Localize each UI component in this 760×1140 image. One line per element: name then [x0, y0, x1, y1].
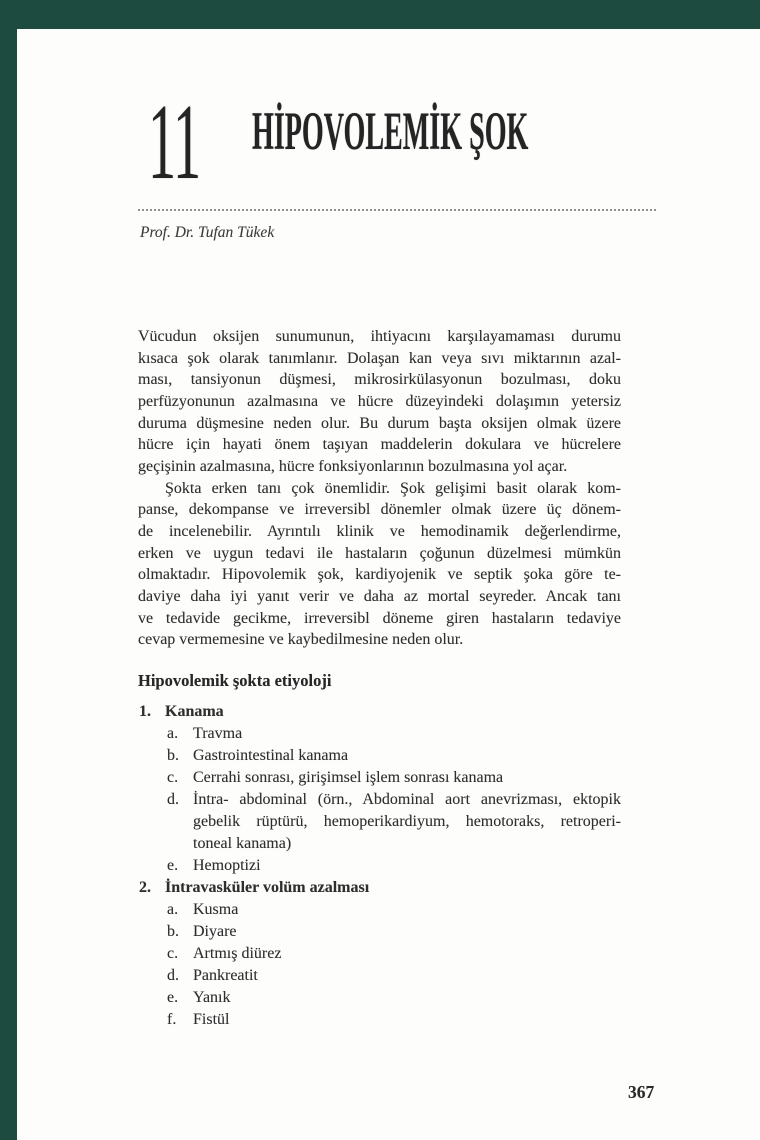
author-line: Prof. Dr. Tufan Tükek — [140, 224, 275, 241]
list-subitem — [138, 987, 621, 1009]
scan-edge-top — [0, 0, 760, 29]
text-line: ve tedavide gecikme, irreversibl döneme giren hastaların tedaviye — [138, 609, 621, 627]
list-item-marker: c. — [167, 945, 179, 962]
text-line: ması, tansiyonun düşmesi, mikrosirkülasyonun bozulması, doku — [138, 371, 621, 389]
list-subitem — [138, 855, 621, 877]
text-line: hücre için hayati önem taşıyan maddelerin dokulara ve hücrelere — [138, 436, 621, 454]
list-subitem — [138, 943, 621, 965]
list-subitem — [138, 921, 621, 943]
list-item-marker: b. — [167, 747, 179, 764]
list-item-marker: d. — [167, 791, 179, 808]
list-item-text: Gastrointestinal kanama — [193, 747, 349, 764]
list-item-text: Cerrahi sonrası, girişimsel işlem sonrası kanama — [193, 769, 504, 786]
list-item-intravaskuler — [138, 877, 621, 899]
text-line: gebelik rüptürü, hemoperikardiyum, hemotoraks, retroperi- — [193, 813, 621, 830]
list-subitem — [138, 965, 621, 987]
chapter-number: 11 — [148, 83, 200, 202]
text-line: cevap vermemesine ve kaybedilmesine neden olur. — [138, 631, 464, 649]
list-item-text: Pankreatit — [193, 967, 258, 984]
text-line: erken ve uygun tedavi ile hastaların çoğunun düzelmesi mümkün — [138, 544, 621, 562]
list-item-text — [193, 789, 621, 855]
list-item-text: Diyare — [193, 923, 237, 940]
list-item-text: Artmış diürez — [193, 945, 282, 962]
etiology-list — [138, 701, 621, 1031]
text-line: geçişinin azalmasına, hücre fonksiyonlarının bozulmasına yol açar. — [138, 457, 568, 475]
list-item-marker: 2. — [139, 879, 151, 896]
list-item-text: Travma — [193, 725, 243, 742]
text-line: olmaktadır. Hipovolemik şok, kardiyojenik ve septik şoka göre te- — [138, 566, 621, 584]
list-item-marker: 1. — [139, 703, 151, 720]
list-item-label: İntravasküler volüm azalması — [165, 879, 370, 896]
list-item-text: Hemoptizi — [193, 857, 261, 874]
paragraph-1 — [138, 326, 621, 478]
list-item-kanama — [138, 701, 621, 723]
text-line: perfüzyonunun azalmasına ve hücre düzeyindeki dolaşımın yetersiz — [138, 392, 621, 410]
scan-edge-left — [0, 0, 17, 1140]
text-line: de incelenebilir. Ayrıntılı klinik ve hemodinamik değerlendirme, — [138, 522, 621, 540]
list-subitem — [138, 899, 621, 921]
list-item-marker: a. — [167, 901, 179, 918]
list-item-marker: b. — [167, 923, 179, 940]
list-subitem — [138, 745, 621, 767]
list-item-marker: e. — [167, 857, 179, 874]
text-line: İntra- abdominal (örn., Abdominal aort anevrizması, ektopik — [193, 791, 621, 808]
page-number: 367 — [628, 1082, 655, 1102]
list-item-marker: e. — [167, 989, 179, 1006]
paragraph-2 — [138, 478, 621, 651]
text-line: duruma düşmesine neden olur. Bu durum başta oksijen olmak üzere — [138, 414, 621, 432]
text-line: daviye daha iyi yanıt verir ve daha az mortal seyreder. Ancak tanı — [138, 587, 621, 605]
chapter-title: HİPOVOLEMİK ŞOK — [252, 101, 529, 161]
text-line: panse, dekompanse ve irreversibl dönemler olmak üzere üç dönem- — [138, 501, 621, 519]
list-subitem — [138, 723, 621, 745]
list-item-marker: d. — [167, 967, 179, 984]
text-line: toneal kanama) — [193, 835, 292, 852]
etiology-heading: Hipovolemik şokta etiyoloji — [138, 671, 332, 690]
list-item-text: Yanık — [193, 989, 231, 1006]
body-text-column — [138, 326, 621, 651]
list-item-text: Kusma — [193, 901, 239, 918]
list-item-marker: a. — [167, 725, 179, 742]
header-divider-dotted-rule — [138, 209, 658, 211]
text-line: Şokta erken tanı çok önemlidir. Şok gelişimi basit olarak kom- — [165, 479, 621, 497]
list-item-label: Kanama — [165, 703, 224, 720]
list-item-marker: c. — [167, 769, 179, 786]
list-item-marker: f. — [167, 1011, 177, 1028]
list-subitem — [138, 1009, 621, 1031]
text-line: Vücudun oksijen sunumunun, ihtiyacını karşılayamaması durumu — [138, 328, 621, 345]
list-subitem — [138, 789, 621, 855]
text-line: kısaca şok olarak tanımlanır. Dolaşan kan veya sıvı miktarının azal- — [138, 349, 621, 367]
list-item-text: Fistül — [193, 1011, 230, 1028]
list-subitem — [138, 767, 621, 789]
